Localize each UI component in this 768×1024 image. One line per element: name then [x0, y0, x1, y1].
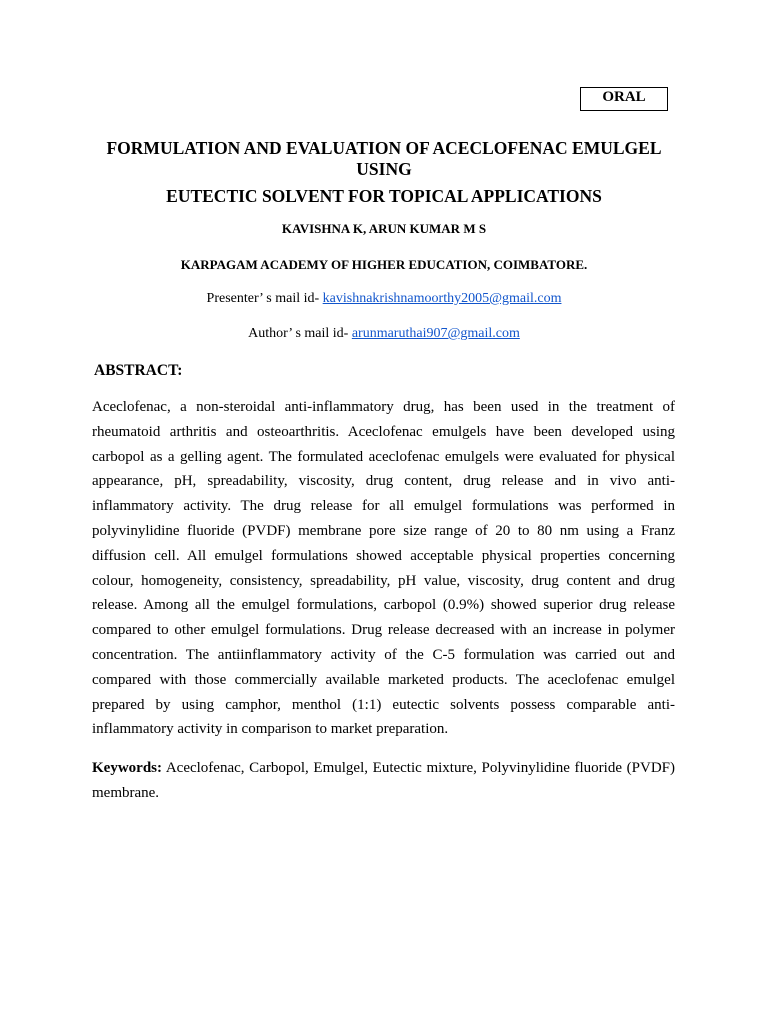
author-list: KAVISHNA K, ARUN KUMAR M S — [281, 221, 487, 236]
keywords-label: Keywords: — [92, 760, 162, 776]
presentation-type-badge: ORAL — [580, 87, 668, 111]
presenter-mail-line — [90, 291, 678, 307]
presenter-mail-label: Presenter’ s mail id- — [206, 291, 323, 306]
paper-title-line-2: EUTECTIC SOLVENT FOR TOPICAL APPLICATIONS — [166, 186, 602, 206]
presenter-email-link[interactable]: kavishnakrishnamoorthy2005@gmail.com — [322, 291, 562, 306]
keywords-paragraph — [92, 756, 675, 806]
abstract-body: Aceclofenac, a non-steroidal anti-inflammatory drug, has been used in the treatment of rheumatoid arthritis and osteoarthritis. Aceclofenac emulgels have been developed using carbopol as a gelling agent. The formulated aceclofenac emulgels were evaluated for physical appearance, pH, spreadability, viscosity, drug content, drug release and in vivo anti-inflammatory activity. The drug release for all emulgel formulations was performed in polyvinylidine fluoride (PVDF) membrane pore size range of 20 to 80 nm using a Franz diffusion cell. All emulgel formulations showed acceptable physical properties concerning colour, homogeneity, consistency, spreadability, pH value, viscosity, drug content and drug release. Among all the emulgel formulations, carbopol (0.9%) showed superior drug release compared to other emulgel formulations. Drug release decreased with an increase in polymer concentration. The antiinflammatory activity of the C-5 formulation was carried out and compared with those commercially available marketed products. The aceclofenac emulgel prepared by using camphor, menthol (1:1) eutectic solvents possess comparable anti-inflammatory activity in comparison to market preparation. — [92, 399, 675, 738]
paper-title-line-1: FORMULATION AND EVALUATION OF ACECLOFENAC EMULGEL USING — [106, 138, 662, 179]
author-mail-label: Author’ s mail id- — [248, 326, 352, 341]
affiliation: KARPAGAM ACADEMY OF HIGHER EDUCATION, COIMBATORE. — [180, 257, 588, 272]
author-mail-line — [90, 326, 678, 342]
abstract-heading: ABSTRACT: — [94, 362, 183, 379]
author-email-link[interactable]: arunmaruthai907@gmail.com — [351, 326, 520, 341]
keywords-text: Aceclofenac, Carbopol, Emulgel, Eutectic mixture, Polyvinylidine fluoride (PVDF) membrane. — [92, 760, 675, 801]
